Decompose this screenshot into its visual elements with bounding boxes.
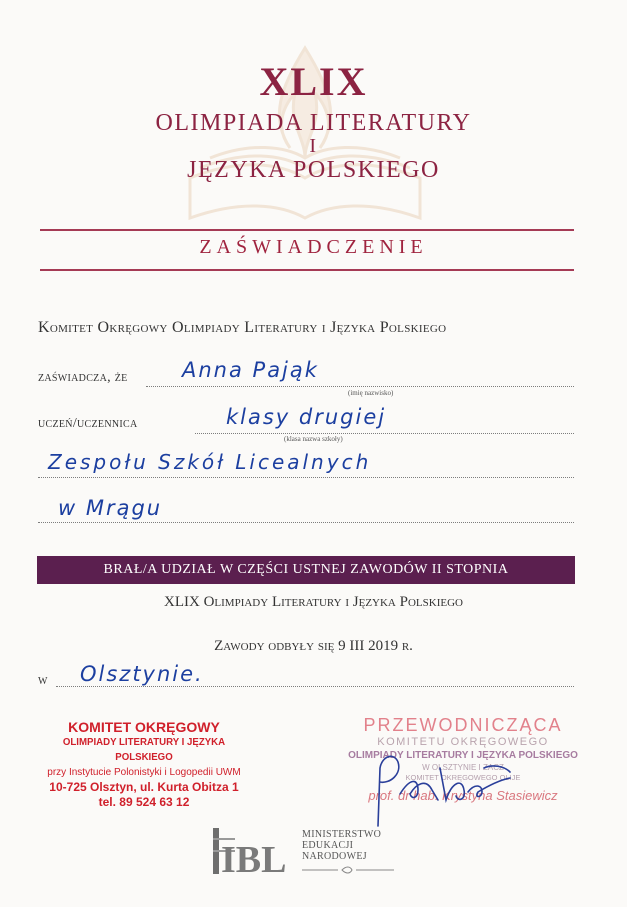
ministry-logo <box>302 829 381 862</box>
name-hint: (imię nazwisko) <box>348 389 394 397</box>
olympiad-title-line3: JĘZYKA POLSKIEGO <box>187 157 440 183</box>
stamp-line3: przy Instytucie Polonistyki i Logopedii UWM <box>47 767 241 778</box>
top-divider <box>40 229 574 231</box>
contest-date: Zawody odbyły się 9 III 2019 r. <box>214 638 413 654</box>
name-dotted-line <box>146 386 574 387</box>
ministry-line1: MINISTERSTWO <box>302 829 382 840</box>
olympiad-title-line2: I <box>309 135 318 157</box>
committee-stamp <box>30 720 258 810</box>
chairperson-name: prof. dr hab. Krystyna Stasiewicz <box>368 788 558 803</box>
handwritten-school-line1: Zespołu Szkół Licealnych <box>48 450 372 474</box>
ministry-line3: NARODOWEJ <box>302 851 367 862</box>
chairperson-stamp-line4: W OLSZTYNIE I ZACZ <box>422 763 504 772</box>
participation-banner: BRAŁ/A UDZIAŁ W CZĘŚCI USTNEJ ZAWODÓW II STOPNIA <box>37 556 575 584</box>
stamp-line1: KOMITET OKRĘGOWY <box>68 719 220 735</box>
chairperson-stamp-line5: KOMITET OKRĘGOWEGO OLIJE <box>405 773 521 782</box>
handwritten-school-line2: w Mrągu <box>58 496 163 520</box>
olympiad-title-line1: OLIMPIADA LITERATURY <box>155 110 472 136</box>
ibl-logo-icon <box>213 828 287 881</box>
ibl-logo-text: IBL <box>221 839 287 881</box>
place-label: w <box>38 673 48 688</box>
chairperson-stamp-line2: KOMITETU OKRĘGOWEGO <box>377 736 549 748</box>
certificate-heading: ZAŚWIADCZENIE <box>199 236 428 258</box>
stamp-line4: 10-725 Olsztyn, ul. Kurta Obitza 1 <box>49 780 239 794</box>
ministry-line2: EDUKACJI <box>302 840 354 851</box>
handwritten-name: Anna Pająk <box>182 358 319 382</box>
handwritten-place: Olsztynie. <box>80 662 204 686</box>
school-dotted-line2 <box>38 522 574 523</box>
school-dotted-line1 <box>38 477 574 478</box>
stamp-line2: OLIMPIADY LITERATURY I JĘZYKA POLSKIEGO <box>62 736 226 763</box>
olympiad-name-line: XLIX Olimpiady Literatury i Języka Polskiego <box>164 594 463 610</box>
class-hint: (klasa nazwa szkoły) <box>284 435 343 443</box>
committee-line: Komitet Okręgowy Olimpiady Literatury i Języka Polskiego <box>38 319 447 336</box>
signature-icon <box>360 738 530 828</box>
handwritten-class: klasy drugiej <box>226 405 387 429</box>
chairperson-stamp-line3: OLIMPIADY LITERATURY I JĘZYKA POLSKIEGO <box>348 750 578 761</box>
student-label: uczeń/uczennica <box>38 416 138 431</box>
class-dotted-line <box>195 433 574 434</box>
ministry-ornament-icon <box>302 866 394 874</box>
chairperson-title: PRZEWODNICZĄCA <box>363 715 563 735</box>
certifies-label: zaświadcza, że <box>38 370 128 385</box>
stamp-line5: tel. 89 524 63 12 <box>98 795 190 809</box>
bottom-divider <box>40 269 574 271</box>
place-dotted-line <box>56 686 574 687</box>
olympiad-roman-number: XLIX <box>259 59 368 104</box>
